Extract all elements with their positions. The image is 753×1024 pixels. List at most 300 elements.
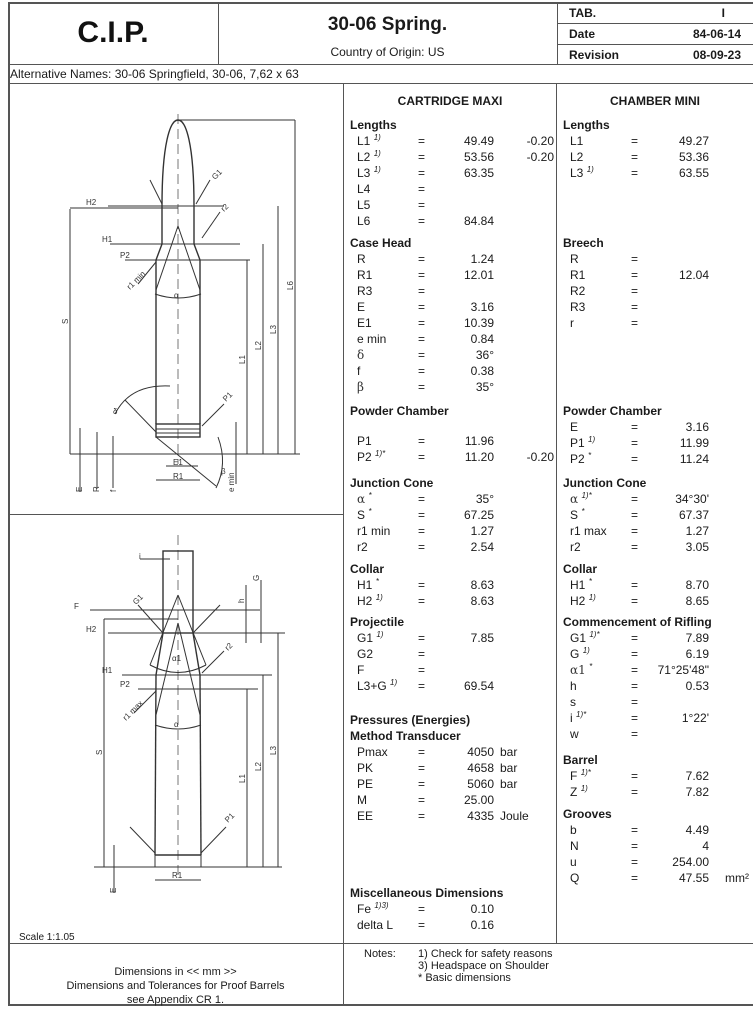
spec-value: 7.62: [685, 769, 709, 783]
label-r1max: r1 max: [121, 698, 145, 723]
spec-label: [570, 134, 583, 148]
spec-value: 53.36: [678, 150, 709, 164]
cartridge-maxi-column: [344, 88, 556, 943]
spec-row: [344, 631, 556, 647]
spec-row: [344, 198, 556, 214]
spec-label: [357, 809, 373, 823]
chamber-mini-column: [557, 88, 753, 943]
spec-row: [344, 809, 556, 825]
section-title: Powder Chamber: [563, 404, 662, 418]
note-item: * Basic dimensions: [418, 972, 511, 984]
spec-symbol: P1: [570, 436, 585, 450]
spec-label: [570, 769, 591, 783]
label-e: E: [109, 887, 118, 893]
spec-row: [344, 524, 556, 540]
equals-sign: =: [418, 150, 426, 164]
spec-row: [557, 436, 753, 452]
spec-value: 67.25: [463, 508, 494, 522]
spec-row: [557, 420, 753, 436]
label-h: h: [237, 598, 246, 603]
section-title: Collar: [563, 562, 598, 576]
spec-symbol: delta L: [357, 918, 394, 932]
equals-sign: =: [418, 793, 426, 807]
section-title: Miscellaneous Dimensions: [350, 886, 504, 900]
spec-value: 11.20: [464, 450, 494, 464]
cone-right: [178, 595, 206, 665]
label-h1: H1: [102, 666, 113, 675]
spec-label: [570, 663, 592, 677]
label-g1: G1: [131, 592, 145, 607]
spec-tolerance: -0.20: [526, 450, 554, 464]
section-title: Case Head: [350, 236, 412, 250]
spec-value: 7.85: [470, 631, 494, 645]
spec-value: 1°22': [681, 711, 709, 725]
section-subtitle: Method Transducer: [350, 729, 461, 743]
spec-row: [344, 214, 556, 230]
chamber-right: [200, 675, 201, 855]
cone-right: [178, 226, 200, 290]
spec-value: 0.16: [470, 918, 494, 932]
spec-symbol: E: [357, 300, 366, 314]
equals-sign: =: [631, 785, 639, 799]
footnote-marker: 1)*: [589, 630, 600, 639]
footnote-marker: 1): [586, 165, 594, 174]
spec-symbol: F: [357, 663, 365, 677]
spec-symbol: L1: [357, 134, 371, 148]
spec-unit: bar: [500, 745, 518, 759]
spec-symbol: δ: [357, 348, 365, 362]
spec-label: [357, 182, 370, 196]
spec-tolerance: -0.20: [526, 134, 554, 148]
spec-row: [344, 252, 556, 268]
spec-row: [344, 380, 556, 396]
shoulder-left: [156, 244, 162, 260]
equals-sign: =: [418, 663, 426, 677]
spec-row: [344, 300, 556, 316]
equals-sign: =: [418, 380, 426, 394]
spec-unit: bar: [500, 761, 518, 775]
spec-label: [570, 711, 586, 725]
footnote-marker: *: [581, 507, 585, 516]
footnote-marker: 1): [373, 149, 381, 158]
dimensions-note: [8, 945, 343, 1005]
spec-row: [557, 855, 753, 871]
spec-label: [570, 492, 592, 506]
spec-symbol: α: [357, 492, 366, 506]
label-l6: L6: [286, 281, 295, 290]
beta-line: [156, 437, 216, 486]
equals-sign: =: [631, 420, 639, 434]
spec-row: [557, 252, 753, 268]
footnote-marker: 1): [582, 646, 590, 655]
spec-value: 11.96: [464, 434, 494, 448]
country-of-origin: Country of Origin: US: [330, 45, 445, 59]
equals-sign: =: [418, 134, 426, 148]
leader-p1: [201, 827, 226, 853]
spec-row: [344, 268, 556, 284]
note-item: 1) Check for safety reasons: [418, 948, 553, 960]
label-r1: R1: [173, 472, 184, 481]
spec-symbol: P1: [357, 434, 372, 448]
spec-value: 35°: [475, 380, 494, 394]
spec-label: [357, 492, 372, 506]
meta-value: 84-06-14: [692, 27, 741, 41]
spec-label: [357, 380, 364, 394]
spec-row: [557, 785, 753, 801]
equals-sign: =: [631, 300, 639, 314]
equals-sign: =: [631, 252, 639, 266]
label-e: E: [75, 486, 84, 492]
spec-symbol: f: [357, 364, 361, 378]
footnote-marker: 1): [375, 593, 383, 602]
spec-label: [570, 540, 581, 554]
section-title: Projectile: [350, 615, 405, 629]
meta-key: TAB.: [569, 6, 597, 20]
chamber-drawing: [10, 515, 343, 943]
spec-symbol: E: [570, 420, 579, 434]
spec-row: [557, 871, 753, 887]
equals-sign: =: [631, 727, 639, 741]
spec-symbol: S: [570, 508, 579, 522]
spec-row: [344, 450, 556, 466]
spec-value: 1.27: [470, 524, 494, 538]
spec-row: [344, 647, 556, 663]
spec-symbol: EE: [357, 809, 374, 823]
spec-label: [570, 647, 590, 661]
spec-label: [357, 316, 372, 330]
spec-label: [357, 284, 372, 298]
spec-row: [344, 679, 556, 695]
equals-sign: =: [631, 578, 639, 592]
equals-sign: =: [418, 268, 426, 282]
spec-symbol: G: [570, 647, 580, 661]
equals-sign: =: [418, 492, 426, 506]
equals-sign: =: [418, 631, 426, 645]
spec-symbol: r1 max: [570, 524, 607, 538]
leader-p1-left: [130, 827, 155, 853]
equals-sign: =: [418, 332, 426, 346]
equals-sign: =: [631, 508, 639, 522]
spec-label: [570, 855, 577, 869]
notes-label: Notes:: [364, 948, 396, 960]
spec-row: [557, 663, 753, 679]
meta-value: 08-09-23: [692, 48, 741, 62]
spec-value: 47.55: [678, 871, 709, 885]
label-r1min: r1 min: [125, 269, 148, 292]
spec-label: [570, 166, 594, 180]
spec-label: [357, 540, 368, 554]
spec-row: [557, 492, 753, 508]
spec-row: [344, 902, 556, 918]
equals-sign: =: [418, 364, 426, 378]
footnote-marker: 1): [376, 630, 384, 639]
spec-label: [357, 348, 364, 362]
spec-label: [357, 679, 397, 693]
equals-sign: =: [631, 855, 639, 869]
equals-sign: =: [418, 902, 426, 916]
spec-value: 8.63: [470, 578, 494, 592]
spec-row: [344, 134, 556, 150]
spec-label: [357, 364, 360, 378]
spec-value: 4658: [467, 761, 494, 775]
spec-value: 49.49: [463, 134, 494, 148]
spec-label: [570, 695, 576, 709]
section-title: Barrel: [563, 753, 598, 767]
spec-row: [344, 166, 556, 182]
spec-label: [357, 150, 381, 164]
meta-key: Date: [569, 27, 596, 41]
spec-value: 67.37: [678, 508, 709, 522]
spec-value: 1.24: [470, 252, 494, 266]
footnote-marker: 1)*: [580, 768, 591, 777]
meta-key: Revision: [569, 48, 620, 62]
equals-sign: =: [631, 316, 639, 330]
spec-symbol: L4: [357, 182, 371, 196]
equals-sign: =: [631, 663, 639, 677]
section-title: Commencement of Rifling: [563, 615, 712, 629]
section-title: Pressures (Energies): [350, 713, 471, 727]
cone-left: [156, 226, 178, 290]
equals-sign: =: [631, 284, 639, 298]
spec-row: [344, 316, 556, 332]
spec-value: 11.24: [679, 452, 709, 466]
spec-label: [357, 166, 381, 180]
label-p1: P1: [221, 390, 235, 404]
spec-value: 71°25'48": [657, 663, 709, 677]
meta-date: [557, 24, 753, 44]
spec-symbol: PK: [357, 761, 374, 775]
leader-p1: [202, 404, 224, 426]
spec-label: [570, 300, 585, 314]
spec-value: 0.53: [685, 679, 709, 693]
spec-symbol: Fe: [357, 902, 372, 916]
spec-row: [344, 492, 556, 508]
label-l1: L1: [238, 774, 247, 783]
spec-label: [357, 918, 393, 932]
label-h1: H1: [102, 235, 113, 244]
equals-sign: =: [418, 348, 426, 362]
notes-list: [418, 948, 553, 984]
spec-symbol: Q: [570, 871, 580, 885]
beta-arc: [216, 437, 223, 488]
spec-row: [344, 332, 556, 348]
spec-row: [344, 284, 556, 300]
spec-symbol: N: [570, 839, 579, 853]
spec-row: [557, 150, 753, 166]
equals-sign: =: [418, 594, 426, 608]
footnote-marker: 1)*: [581, 491, 592, 500]
spec-label: [570, 871, 579, 885]
equals-sign: =: [631, 492, 639, 506]
spec-value: 69.54: [463, 679, 494, 693]
spec-label: [357, 631, 383, 645]
footnote-marker: *: [368, 491, 372, 500]
spec-symbol: L5: [357, 198, 371, 212]
spec-label: [357, 332, 386, 346]
leader-delta: [125, 400, 156, 432]
footnote-marker: 1): [373, 133, 381, 142]
equals-sign: =: [631, 871, 639, 885]
section-title: Powder Chamber: [350, 404, 449, 418]
spec-label: [570, 268, 585, 282]
spec-symbol: G1: [357, 631, 374, 645]
equals-sign: =: [631, 647, 639, 661]
spec-value: 0.84: [470, 332, 494, 346]
spec-row: [344, 918, 556, 934]
section-title: Junction Cone: [350, 476, 434, 490]
equals-sign: =: [631, 268, 639, 282]
spec-label: [570, 508, 584, 522]
spec-row: [557, 452, 753, 468]
spec-value: 12.04: [678, 268, 709, 282]
spec-symbol: α1: [570, 663, 586, 677]
label-l3: L3: [269, 746, 278, 755]
spec-symbol: H2: [357, 594, 373, 608]
spec-row: [557, 647, 753, 663]
label-emin: e min: [227, 472, 236, 492]
spec-row: [557, 594, 753, 610]
label-alpha: α: [174, 720, 179, 729]
spec-row: [557, 727, 753, 743]
spec-symbol: P2: [357, 450, 372, 464]
label-l2: L2: [254, 762, 263, 771]
spec-row: [557, 578, 753, 594]
label-delta: δ: [113, 407, 118, 416]
footnote-marker: *: [368, 507, 372, 516]
spec-label: [570, 679, 577, 693]
footnote-marker: 1): [390, 678, 398, 687]
spec-row: [557, 508, 753, 524]
equals-sign: =: [418, 761, 426, 775]
equals-sign: =: [418, 679, 426, 693]
spec-label: [357, 524, 390, 538]
footnote-marker: *: [589, 662, 593, 671]
spec-label: [357, 902, 389, 916]
spec-label: [357, 777, 373, 791]
spec-value: 49.27: [678, 134, 709, 148]
spec-label: [570, 524, 607, 538]
spec-value: 63.35: [463, 166, 494, 180]
footnote-marker: 1): [588, 435, 596, 444]
footnote-marker: 1): [373, 165, 381, 174]
spec-symbol: L3: [570, 166, 584, 180]
spec-value: 8.70: [685, 578, 709, 592]
equals-sign: =: [418, 524, 426, 538]
spec-label: [570, 631, 600, 645]
equals-sign: =: [418, 809, 426, 823]
label-p2: P2: [120, 251, 130, 260]
spec-label: [570, 839, 579, 853]
spec-label: [357, 578, 379, 592]
equals-sign: =: [418, 647, 426, 661]
equals-sign: =: [631, 594, 639, 608]
spec-label: [357, 663, 364, 677]
spec-symbol: α: [570, 492, 579, 506]
label-r2: r2: [223, 641, 235, 653]
spec-symbol: i: [570, 711, 573, 725]
spec-value: 4: [702, 839, 709, 853]
spec-unit: bar: [500, 777, 518, 791]
spec-row: [557, 631, 753, 647]
spec-row: [344, 594, 556, 610]
spec-value: 4050: [467, 745, 494, 759]
spec-label: [357, 761, 373, 775]
spec-label: [570, 284, 585, 298]
leader-g1-left: [150, 180, 162, 204]
equals-sign: =: [418, 434, 426, 448]
spec-value: 63.55: [678, 166, 709, 180]
alternative-names: Alternative Names: 30-06 Springfield, 30-06, 7,62 x 63: [10, 67, 299, 81]
spec-row: [344, 508, 556, 524]
spec-symbol: E1: [357, 316, 372, 330]
spec-row: [344, 434, 556, 450]
spec-value: 53.56: [463, 150, 494, 164]
spec-row: [344, 182, 556, 198]
spec-value: 7.82: [685, 785, 709, 799]
column-heading: CARTRIDGE MAXI: [397, 94, 503, 108]
spec-symbol: L6: [357, 214, 371, 228]
spec-symbol: H1: [570, 578, 586, 592]
spec-label: [357, 793, 367, 807]
spec-value: 3.05: [685, 540, 709, 554]
spec-value: 7.89: [685, 631, 709, 645]
spec-row: [557, 300, 753, 316]
spec-symbol: R2: [570, 284, 586, 298]
label-e1: E1: [173, 458, 183, 467]
equals-sign: =: [631, 631, 639, 645]
section-title: Lengths: [563, 118, 610, 132]
spec-label: [570, 150, 583, 164]
spec-row: [557, 134, 753, 150]
footnote-marker: 1): [580, 784, 588, 793]
spec-row: [344, 150, 556, 166]
spec-symbol: e min: [357, 332, 387, 346]
section-title: Lengths: [350, 118, 397, 132]
footnote-marker: *: [588, 451, 592, 460]
footnote-marker: 1): [588, 593, 596, 602]
equals-sign: =: [631, 769, 639, 783]
equals-sign: =: [418, 198, 426, 212]
footnote-marker: *: [588, 577, 592, 586]
spec-value: 35°: [475, 492, 494, 506]
spec-value: 8.65: [685, 594, 709, 608]
spec-label: [357, 252, 366, 266]
spec-value: 11.99: [679, 436, 709, 450]
equals-sign: =: [631, 436, 639, 450]
spec-row: [344, 761, 556, 777]
spec-value: 254.00: [672, 855, 709, 869]
spec-value: 3.16: [470, 300, 494, 314]
equals-sign: =: [418, 450, 426, 464]
equals-sign: =: [631, 150, 639, 164]
equals-sign: =: [631, 452, 639, 466]
spec-symbol: G1: [570, 631, 587, 645]
scale-label: Scale 1:1.05: [19, 932, 75, 943]
org-logo: C.I.P.: [77, 16, 149, 49]
spec-row: [557, 268, 753, 284]
spec-row: [344, 663, 556, 679]
spec-value: 10.39: [463, 316, 494, 330]
spec-row: [557, 284, 753, 300]
spec-label: [570, 594, 596, 608]
equals-sign: =: [631, 166, 639, 180]
column-heading: CHAMBER MINI: [610, 94, 700, 108]
equals-sign: =: [631, 823, 639, 837]
spec-row: [344, 745, 556, 761]
label-f: f: [109, 489, 118, 492]
spec-value: 3.16: [685, 420, 709, 434]
label-f: F: [74, 602, 79, 611]
